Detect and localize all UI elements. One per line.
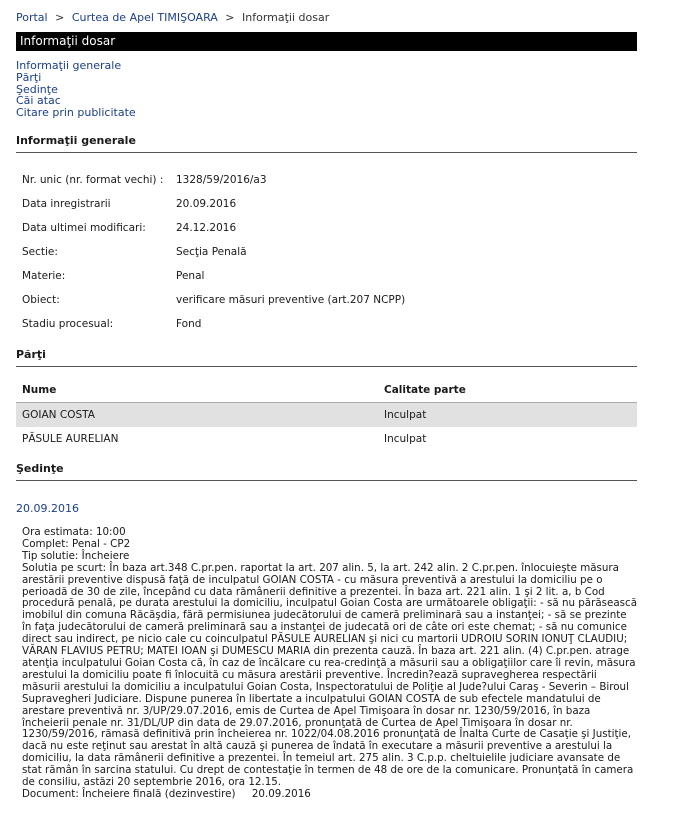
info-label: Stadiu procesual: xyxy=(22,318,114,330)
column-header-nume: Nume xyxy=(16,378,378,403)
parti-table xyxy=(16,378,637,451)
section-links xyxy=(16,60,136,119)
sedinta-date-link[interactable]: 20.09.2016 xyxy=(16,502,79,515)
link-informatii-generale[interactable]: Informaţii generale xyxy=(16,59,122,72)
sedinta-details xyxy=(22,527,637,801)
party-role: Inculpat xyxy=(384,433,427,445)
table-row xyxy=(16,427,637,451)
section-heading-general: Informaţii generale xyxy=(16,134,637,153)
info-label: Obiect: xyxy=(22,294,60,306)
info-value: 24.12.2016 xyxy=(176,222,237,234)
breadcrumb-court-link[interactable]: Curtea de Apel TIMIŞOARA xyxy=(71,11,218,24)
info-value: 1328/59/2016/a3 xyxy=(176,174,267,186)
breadcrumb-separator: > xyxy=(55,11,65,24)
sedinta-ora: Ora estimata: 10:00 xyxy=(22,526,126,538)
link-citare-publicitate[interactable]: Citare prin publicitate xyxy=(16,106,136,120)
sedinta-complet: Complet: Penal - CP2 xyxy=(22,537,131,550)
party-name: PĂSULE AURELIAN xyxy=(22,433,119,445)
link-sedinte[interactable]: Şedinţe xyxy=(16,82,58,96)
party-name: GOIAN COSTA xyxy=(16,403,378,428)
info-value: Penal xyxy=(176,270,205,282)
link-cai-atac[interactable]: Căi atac xyxy=(16,94,61,108)
table-row xyxy=(16,403,637,428)
sedinta-solutie: Solutia pe scurt: În baza art.348 C.pr.pen. raportat la art. 207 alin. 5, la art. 242 alin. 2 C.pr.pen. înlocuieşte măsura arestării preventive dispusă faţă de inculpatul GOIAN COSTA - cu măsura preventivă a arestului la domiciliu pe o perioadă de 30 de zile, începând cu data rămânerii definitive a prezentei. În baza art. 221 alin. 1 şi 2 lit. a, b Cod procedură penală, pe durata arestului la domiciliu, inculpatul Goian Costa are următoarele obligaţii: - să nu părăsească imobilul din comuna Răcăşdia, fără permisiunea judecătorului de cameră preliminară sau a instanţei; - să se prezinte în faţa judecătorului de cameră preliminară sau a instanţei de judecată ori de câte ori este chemat; - să nu comunice direct sau indirect, pe nicio cale cu coinculpatul PĂSULE AURELIAN şi nici cu martorii UDROIU SORIN IONUŢ CLAUDIU; VĂRAN FLAVIUS PETRU; MATEI IOAN şi DUMESCU MARIA din prezenta cauză. În baza art. 221 alin. (4) C.pr.pen. atrage atenţia inculpatului Goian Costa că, în caz de încălcare cu rea-credinţă a măsurii sau a obligaţiilor care îi revin, măsura arestului la domiciliu poate fi înlocuită cu măsura arestării preventive. Încredin?ează supravegherea respectării măsurii arestului la domiciliu a inculpatului Goian Costa, Inspectoratului de Poliţie al Jude?ului Caraş - Severin – Biroul Supravegheri Judiciare. Dispune punerea în libertate a inculpatului GOIAN COSTA de sub efectele mandatului de arestare preventivă nr. 3/UP/29.07.2016, emis de Curtea de Apel Timişoara în dosar nr. 1230/59/2016, în baza încheierii penale nr. 31/DL/UP din data de 29.07.2016, pronunţată de Curtea de Apel Timişoara în dosar nr. 1230/59/2016, rămasă definitivă prin încheierea nr. 1022/04.08.2016 pronunţată de Înalta Curte de Casaţie şi Justiţie, dacă nu este reţinut sau arestat în altă cauză şi punerea de îndată în executare a măsurii preventive a arestului la domiciliu, la data rămânerii definitive a prezentei. În temeiul art. 275 alin. 3 C.p.p. cheltuielile judiciare avansate de stat rămân în sarcina statului. Cu drept de contestaţie în termen de 48 de ore de la comunicare. Pronunţată în camera de consiliu, astăzi 20 septembrie 2016, ora 12.15. xyxy=(22,561,638,789)
breadcrumb-current: Informaţii dosar xyxy=(242,11,330,24)
info-label: Sectie: xyxy=(22,246,58,258)
section-heading-parti: Părţi xyxy=(16,348,637,367)
info-label: Materie: xyxy=(22,270,66,282)
sedinta-document: Document: Încheiere finală (dezinvestire) 20.09.2016 xyxy=(22,787,311,800)
info-value: verificare măsuri preventive (art.207 NCPP) xyxy=(176,294,406,306)
info-value: Fond xyxy=(176,318,202,330)
info-value: Secţia Penală xyxy=(176,246,247,258)
breadcrumb-portal-link[interactable]: Portal xyxy=(16,11,48,24)
info-label: Data ultimei modificari: xyxy=(22,222,146,234)
page-title-bar xyxy=(16,32,637,51)
party-role: Inculpat xyxy=(378,403,637,428)
link-parti[interactable]: Părţi xyxy=(16,70,42,84)
info-label: Data inregistrarii xyxy=(22,198,111,210)
info-value: 20.09.2016 xyxy=(176,198,237,210)
breadcrumb xyxy=(16,11,329,24)
breadcrumb-separator: > xyxy=(225,11,235,24)
table-header-row xyxy=(16,378,637,403)
page-title: Informaţii dosar xyxy=(20,34,116,48)
column-header-calitate: Calitate parte xyxy=(378,378,637,403)
info-label: Nr. unic (nr. format vechi) : xyxy=(22,174,164,186)
sedinta-tip-solutie: Tip solutie: Încheiere xyxy=(22,549,130,562)
section-heading-sedinte: Şedinţe xyxy=(16,462,637,481)
